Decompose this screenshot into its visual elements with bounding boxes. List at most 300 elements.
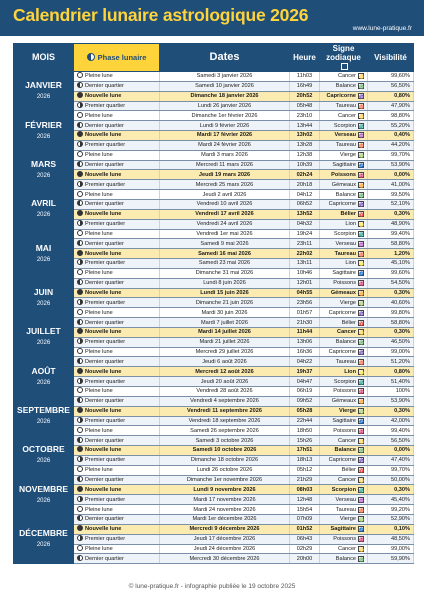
zodiac-icon: ♓ (359, 281, 364, 287)
sign-cell (320, 239, 368, 249)
sign-label: Cancer (337, 329, 356, 336)
zodiac-icon: ♌ (359, 222, 364, 228)
visibility-cell: 53,90% (368, 396, 414, 406)
month-cell (14, 111, 74, 150)
page-title: Calendrier lunaire astrologique 2026 (13, 5, 309, 25)
visibility-cell: 46,50% (368, 337, 414, 347)
sign-cell (320, 475, 368, 485)
zodiac-icon: ♐ (359, 271, 364, 277)
table-row (14, 337, 414, 347)
sign-cell (320, 406, 368, 416)
sign-cell (320, 288, 368, 298)
sign-label: Verseau (334, 132, 356, 139)
sign-label: Vierge (339, 408, 356, 415)
moon-phase-icon (77, 102, 83, 108)
visibility-cell: 0,10% (368, 524, 414, 534)
sign-cell (320, 101, 368, 111)
moon-phase-icon (77, 368, 83, 374)
column-header-visibility: Visibilité (368, 44, 414, 72)
sign-label: Poissons (333, 388, 356, 395)
table-row (14, 298, 414, 308)
phase-label: Pleine lune (85, 270, 113, 277)
sign-label: Poissons (333, 427, 356, 434)
table-row (14, 140, 414, 150)
phase-label: Nouvelle lune (85, 368, 122, 375)
sign-label: Taureau (335, 358, 356, 365)
zodiac-icon: ♋ (359, 546, 364, 552)
phase-label: Dernier quartier (85, 555, 124, 562)
sign-cell (320, 524, 368, 534)
zodiac-icon: ♈ (359, 320, 364, 326)
visibility-cell: 40,60% (368, 298, 414, 308)
table-row (14, 514, 414, 524)
zodiac-icon: ♒ (359, 497, 364, 503)
time-cell: 15h54 (290, 505, 320, 515)
moon-phase-icon (77, 387, 83, 393)
phase-cell (74, 249, 160, 259)
phase-label: Premier quartier (85, 142, 126, 149)
table-row (14, 446, 414, 456)
table-row (14, 475, 414, 485)
sign-label: Taureau (334, 250, 356, 257)
month-year: 2026 (36, 133, 51, 140)
table-row (14, 111, 414, 121)
time-cell: 10h46 (290, 268, 320, 278)
moon-phase-icon (77, 200, 83, 206)
phase-cell (74, 111, 160, 121)
sign-cell (320, 367, 368, 377)
phase-label: Premier quartier (85, 417, 126, 424)
zodiac-icon: ♐ (359, 163, 364, 169)
visibility-cell: 0,30% (368, 485, 414, 495)
site-url[interactable]: www.lune-pratique.fr (352, 25, 412, 32)
phase-cell (74, 190, 160, 200)
table-row (14, 81, 414, 91)
moon-phase-icon (77, 446, 83, 452)
moon-phase-icon (77, 555, 83, 561)
time-cell: 22h44 (290, 416, 320, 426)
date-cell: Dimanche 18 octobre 2026 (160, 455, 290, 465)
sign-label: Cancer (337, 477, 356, 484)
phase-label: Pleine lune (85, 112, 113, 119)
visibility-cell: 0,80% (368, 91, 414, 101)
time-cell: 20h00 (290, 554, 320, 564)
moon-phase-icon (77, 191, 83, 197)
visibility-cell: 0,00% (368, 170, 414, 180)
sign-label: Taureau (335, 506, 356, 513)
month-name: AVRIL (31, 198, 56, 209)
visibility-cell: 41,00% (368, 180, 414, 190)
moon-phase-icon (77, 506, 83, 512)
visibility-cell: 44,20% (368, 140, 414, 150)
time-cell: 08h03 (290, 485, 320, 495)
zodiac-icon: ♎ (359, 192, 364, 198)
date-cell: Jeudi 17 décembre 2026 (160, 534, 290, 544)
sign-label: Cancer (337, 73, 356, 80)
sign-cell (320, 446, 368, 456)
sign-label: Taureau (335, 102, 356, 109)
sign-label: Cancer (337, 437, 356, 444)
phase-cell (74, 396, 160, 406)
moon-phase-icon (77, 250, 83, 256)
moon-phase-icon (77, 210, 83, 216)
time-cell: 19h37 (290, 367, 320, 377)
date-cell: Lundi 9 février 2026 (160, 121, 290, 131)
date-cell: Mercredi 11 mars 2026 (160, 160, 290, 170)
month-year: 2026 (36, 340, 51, 347)
date-cell: Samedi 10 octobre 2026 (160, 446, 290, 456)
date-cell: Mardi 24 novembre 2026 (160, 505, 290, 515)
visibility-cell: 53,90% (368, 160, 414, 170)
time-cell: 11h03 (290, 72, 320, 82)
table-body (14, 72, 414, 564)
moon-phase-icon (77, 358, 83, 364)
sign-label: Balance (335, 339, 356, 346)
phase-label: Premier quartier (85, 260, 126, 267)
phase-label: Pleine lune (85, 309, 113, 316)
date-cell: Mardi 7 juillet 2026 (160, 318, 290, 328)
visibility-cell: 0,30% (368, 209, 414, 219)
visibility-cell: 99,60% (368, 268, 414, 278)
sign-cell (320, 534, 368, 544)
phase-cell (74, 170, 160, 180)
zodiac-icon: ♏ (359, 379, 364, 385)
table-row (14, 357, 414, 367)
phase-cell (74, 298, 160, 308)
table-row (14, 219, 414, 229)
table-row (14, 101, 414, 111)
visibility-cell: 55,20% (368, 121, 414, 131)
moon-phase-icon (77, 141, 83, 147)
time-cell: 18h13 (290, 455, 320, 465)
time-cell: 05h48 (290, 101, 320, 111)
table-row (14, 347, 414, 357)
phase-label: Nouvelle lune (85, 408, 122, 415)
sign-cell (320, 465, 368, 475)
phase-cell (74, 160, 160, 170)
zodiac-icon: ♎ (359, 84, 364, 90)
time-cell: 13h02 (290, 131, 320, 141)
visibility-cell: 45,40% (368, 495, 414, 505)
date-cell: Jeudi 24 décembre 2026 (160, 544, 290, 554)
sign-label: Balance (335, 555, 356, 562)
visibility-cell: 99,50% (368, 190, 414, 200)
phase-label: Dernier quartier (85, 280, 124, 287)
phase-label: Premier quartier (85, 102, 126, 109)
time-cell: 04h12 (290, 190, 320, 200)
sign-label: Poissons (331, 171, 356, 178)
sign-label: Poissons (333, 280, 356, 287)
zodiac-icon: ♈ (359, 212, 364, 218)
sign-cell (320, 199, 368, 209)
time-cell: 05h12 (290, 465, 320, 475)
phase-cell (74, 524, 160, 534)
visibility-cell: 0,80% (368, 367, 414, 377)
visibility-cell: 58,80% (368, 318, 414, 328)
phase-cell (74, 534, 160, 544)
phase-cell (74, 268, 160, 278)
phase-label: Pleine lune (85, 230, 113, 237)
visibility-cell: 56,50% (368, 81, 414, 91)
lunar-calendar-table (13, 43, 414, 564)
column-header-phase (74, 44, 160, 72)
date-cell: Mardi 21 juillet 2026 (160, 337, 290, 347)
moon-phase-icon (77, 299, 83, 305)
table-row (14, 131, 414, 141)
moon-phase-icon (77, 220, 83, 226)
month-name: MARS (30, 158, 57, 169)
phase-label: Nouvelle lune (85, 250, 122, 257)
visibility-cell: 99,70% (368, 465, 414, 475)
phase-cell (74, 416, 160, 426)
sign-cell (320, 81, 368, 91)
date-cell: Mercredi 9 décembre 2026 (160, 524, 290, 534)
visibility-cell: 99,40% (368, 229, 414, 239)
table-row (14, 278, 414, 288)
table-row (14, 524, 414, 534)
visibility-cell: 47,90% (368, 101, 414, 111)
phase-label: Premier quartier (85, 457, 126, 464)
sign-cell (320, 426, 368, 436)
moon-phase-icon (77, 131, 83, 137)
sign-cell (320, 150, 368, 160)
table-row (14, 72, 414, 82)
month-name: JUIN (33, 286, 54, 297)
sign-label: Capricorne (328, 201, 356, 208)
date-cell: Dimanche 1er novembre 2026 (160, 475, 290, 485)
month-cell (14, 514, 74, 563)
phase-label: Nouvelle lune (85, 289, 122, 296)
date-cell: Mardi 3 mars 2026 (160, 150, 290, 160)
table-row (14, 495, 414, 505)
date-cell: Mercredi 12 août 2026 (160, 367, 290, 377)
sign-label: Cancer (337, 545, 356, 552)
date-cell: Mardi 17 février 2026 (160, 131, 290, 141)
zodiac-icon: ♉ (359, 359, 364, 365)
visibility-cell: 42,00% (368, 416, 414, 426)
phase-label: Premier quartier (85, 339, 126, 346)
table-row (14, 554, 414, 564)
phase-cell (74, 544, 160, 554)
zodiac-icon: ♋ (359, 438, 364, 444)
phase-cell (74, 554, 160, 564)
sign-cell (320, 554, 368, 564)
zodiac-icon: ♋ (359, 113, 364, 119)
phase-label: Dernier quartier (85, 477, 124, 484)
sign-cell (320, 357, 368, 367)
visibility-cell: 99,00% (368, 544, 414, 554)
sign-label: Sagittaire (332, 270, 356, 277)
phase-cell (74, 377, 160, 387)
zodiac-icon: ♎ (359, 448, 364, 454)
sign-cell (320, 180, 368, 190)
sign-cell (320, 377, 368, 387)
phase-label: Dernier quartier (85, 83, 124, 90)
month-name: AOÛT (31, 365, 56, 376)
zodiac-icon: ♑ (359, 202, 364, 208)
table-row (14, 406, 414, 416)
visibility-cell: 98,80% (368, 111, 414, 121)
moon-phase-icon (77, 486, 83, 492)
sign-cell (320, 268, 368, 278)
phase-cell (74, 347, 160, 357)
month-cell (14, 396, 74, 435)
month-year: 2026 (36, 212, 51, 219)
phase-cell (74, 199, 160, 209)
sign-cell (320, 259, 368, 269)
phase-cell (74, 337, 160, 347)
phase-cell (74, 209, 160, 219)
time-cell: 10h39 (290, 160, 320, 170)
table-row (14, 160, 414, 170)
date-cell: Lundi 15 juin 2026 (160, 288, 290, 298)
time-cell: 23h10 (290, 111, 320, 121)
moon-phase-icon (77, 161, 83, 167)
visibility-cell: 47,40% (368, 455, 414, 465)
visibility-cell: 0,40% (368, 131, 414, 141)
sign-cell (320, 495, 368, 505)
sign-cell (320, 121, 368, 131)
date-cell: Samedi 26 septembre 2026 (160, 426, 290, 436)
sign-cell (320, 229, 368, 239)
zodiac-icon: ♊ (359, 182, 364, 188)
sign-label: Vierge (339, 516, 356, 523)
zodiac-icon: ♉ (359, 507, 364, 513)
month-cell (14, 278, 74, 317)
zodiac-icon: ♐ (359, 527, 364, 533)
table-row (14, 288, 414, 298)
moon-phase-icon (77, 427, 83, 433)
zodiac-icon: ♓ (359, 172, 364, 178)
phase-label: Nouvelle lune (85, 526, 122, 533)
sign-cell (320, 131, 368, 141)
zodiac-icon: ♏ (359, 123, 364, 129)
column-header-phase-label: Phase lunaire (97, 53, 147, 62)
month-name: DÉCEMBRE (19, 528, 68, 539)
time-cell: 13h06 (290, 337, 320, 347)
sign-cell (320, 327, 368, 337)
column-header-time: Heure (290, 44, 320, 72)
date-cell: Dimanche 1er février 2026 (160, 111, 290, 121)
time-cell: 20h52 (290, 91, 320, 101)
visibility-cell: 48,50% (368, 534, 414, 544)
sign-cell (320, 209, 368, 219)
moon-phase-icon (77, 535, 83, 541)
phase-cell (74, 485, 160, 495)
month-cell (14, 229, 74, 278)
month-name: JUILLET (26, 326, 61, 337)
table-row (14, 259, 414, 269)
time-cell: 16h49 (290, 81, 320, 91)
phase-cell (74, 357, 160, 367)
table-row (14, 465, 414, 475)
time-cell: 12h48 (290, 495, 320, 505)
zodiac-icon: ♓ (359, 537, 364, 543)
phase-cell (74, 308, 160, 318)
phase-cell (74, 446, 160, 456)
date-cell: Vendredi 4 septembre 2026 (160, 396, 290, 406)
table-row (14, 455, 414, 465)
month-cell (14, 318, 74, 357)
zodiac-icon: ♓ (359, 389, 364, 395)
month-cell (14, 475, 74, 514)
zodiac-icon: ♒ (359, 241, 364, 247)
month-cell (14, 190, 74, 229)
time-cell: 06h52 (290, 199, 320, 209)
sign-cell (320, 416, 368, 426)
header-banner (0, 0, 424, 36)
time-cell: 04h32 (290, 219, 320, 229)
visibility-cell: 45,10% (368, 259, 414, 269)
zodiac-icon: ♈ (359, 468, 364, 474)
date-cell: Dimanche 21 juin 2026 (160, 298, 290, 308)
month-name: FÉVRIER (25, 119, 62, 130)
sign-label: Balance (334, 447, 356, 454)
sign-label: Sagittaire (332, 162, 356, 169)
phase-label: Dernier quartier (85, 201, 124, 208)
date-cell: Samedi 23 mai 2026 (160, 259, 290, 269)
time-cell: 22h02 (290, 249, 320, 259)
time-cell: 01h52 (290, 524, 320, 534)
phase-label: Pleine lune (85, 152, 113, 159)
phase-cell (74, 91, 160, 101)
phase-label: Nouvelle lune (85, 171, 122, 178)
phase-cell (74, 140, 160, 150)
phase-cell (74, 180, 160, 190)
sign-label: Gémeaux (331, 181, 356, 188)
phase-label: Dernier quartier (85, 162, 124, 169)
moon-phase-icon (77, 466, 83, 472)
time-cell: 19h24 (290, 229, 320, 239)
sign-cell (320, 337, 368, 347)
sign-cell (320, 505, 368, 515)
date-cell: Samedi 16 mai 2026 (160, 249, 290, 259)
sign-cell (320, 485, 368, 495)
phase-cell (74, 455, 160, 465)
zodiac-icon: ♋ (359, 478, 364, 484)
phase-cell (74, 259, 160, 269)
sign-label: Bélier (340, 211, 356, 218)
sign-label: Vierge (339, 152, 356, 159)
moon-phase-icon (77, 328, 83, 334)
table-row (14, 91, 414, 101)
time-cell: 18h50 (290, 426, 320, 436)
month-year: 2026 (36, 379, 51, 386)
visibility-cell: 51,40% (368, 377, 414, 387)
zodiac-icon: ♑ (359, 458, 364, 464)
date-cell: Mardi 24 février 2026 (160, 140, 290, 150)
visibility-cell: 0,30% (368, 327, 414, 337)
date-cell: Vendredi 1er mai 2026 (160, 229, 290, 239)
zodiac-icon: ♍ (359, 517, 364, 523)
time-cell: 09h52 (290, 396, 320, 406)
table-row (14, 426, 414, 436)
zodiac-icon: ♉ (359, 143, 364, 149)
visibility-cell: 56,50% (368, 436, 414, 446)
column-header-sign-label: Signe zodiaque (326, 44, 361, 62)
sign-cell (320, 298, 368, 308)
zodiac-icon: ♍ (359, 300, 364, 306)
zodiac-icon: ♊ (359, 399, 364, 405)
phase-cell (74, 406, 160, 416)
table-row (14, 436, 414, 446)
time-cell: 11h44 (290, 327, 320, 337)
zodiac-icon: ♎ (359, 556, 364, 562)
phase-label: Dernier quartier (85, 122, 124, 129)
visibility-cell: 99,00% (368, 347, 414, 357)
phase-label: Premier quartier (85, 221, 126, 228)
phase-label: Nouvelle lune (85, 211, 122, 218)
